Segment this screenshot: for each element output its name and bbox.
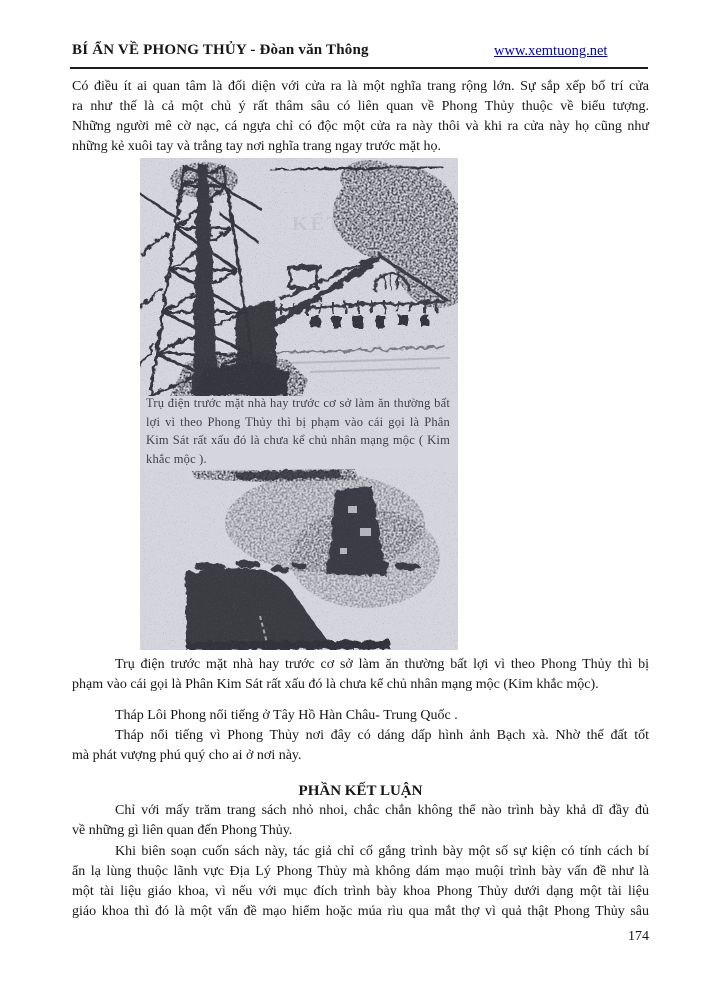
text-line: phạm vào cái gọi là Phân Kim Sát rất xấu đó là chưa kể chủ nhân mạng mộc (Kim khắc mộc). bbox=[72, 677, 599, 692]
photocopy-grain bbox=[140, 468, 458, 650]
pagoda-photo bbox=[140, 468, 458, 650]
text-line: Tháp nổi tiếng vì Phong Thủy nơi đây có dáng dấp hình ảnh Bạch xà. Nhờ thế đất tốt bbox=[115, 728, 649, 743]
text-line: những kẻ xuôi tay và trắng tay nơi nghĩa trang ngay trước mặt họ. bbox=[72, 139, 442, 154]
text-line: Kim Sát rất xấu đó là chưa kể chủ nhân mạng mộc ( Kim bbox=[146, 433, 450, 447]
pylon-and-building-photo bbox=[140, 158, 458, 396]
header-rule bbox=[70, 67, 648, 69]
paragraph bbox=[72, 726, 649, 766]
text-line: Chỉ với mấy trăm trang sách nhỏ nhoi, chắc chắn không thể nào trình bày khả dĩ đầy đủ bbox=[115, 803, 649, 818]
paragraph bbox=[72, 801, 649, 841]
text-line: Khi biên soạn cuốn sách này, tác giả chỉ cố gắng trình bày một số sự kiện có tính cách bí bbox=[115, 844, 649, 859]
figure-embedded-caption bbox=[146, 394, 450, 468]
text-line: ẩn lạ lùng thuộc lãnh vực Địa Lý Phong Thủy mà không dám mạo muội trình bày vấn đề như là bbox=[72, 864, 649, 879]
text-line: Tháp Lôi Phong nổi tiếng ở Tây Hồ Hàn Châu- Trung Quốc . bbox=[115, 708, 458, 723]
website-link[interactable]: www.xemtuong.net bbox=[494, 43, 608, 59]
paragraph bbox=[72, 655, 649, 695]
scanned-figure bbox=[140, 158, 458, 650]
text-line: mà phát vượng phú quý cho ai ở nơi này. bbox=[72, 748, 302, 763]
book-title: BÍ ẨN VỀ PHONG THỦY - Đòan văn Thông bbox=[72, 42, 369, 58]
paragraph bbox=[72, 77, 649, 157]
paragraph bbox=[72, 842, 649, 922]
text-line: Có điều ít ai quan tâm là đối diện với cửa ra là một nghĩa trang rộng lớn. Sự sắp xếp bố trí cửa bbox=[72, 79, 649, 94]
text-line: lợi vì theo Phong Thủy thì bị phạm vào cái gọi là Phân bbox=[146, 414, 450, 429]
section-heading: PHẦN KẾT LUẬN bbox=[298, 783, 423, 799]
page-number: 174 bbox=[628, 929, 649, 944]
text-line: khắc mộc ). bbox=[146, 451, 207, 466]
text-line: ra như thế là cả một chủ ý rất thâm sâu có liên quan về Phong Thủy thuộc về biểu tượng. bbox=[72, 99, 649, 114]
text-line: giáo khoa thì đó là một vấn đề mạo hiểm hoặc múa rìu qua mắt thợ vì quả thật Phong Thủy sâu bbox=[72, 904, 649, 919]
text-line: Trụ điện trước mặt nhà hay trước cơ sở làm ăn thường bất bbox=[146, 396, 450, 410]
text-line: Trụ điện trước mặt nhà hay trước cơ sở làm ăn thường bất lợi vì theo Phong Thủy thì bị bbox=[115, 657, 649, 672]
text-line: về những gì liên quan đến Phong Thủy. bbox=[72, 823, 293, 838]
photocopy-grain bbox=[140, 158, 458, 396]
text-line: một tài liệu giáo khoa, vì nếu với mục đích trình bày khoa Phong Thủy dưới dạng một tài liệu bbox=[72, 884, 649, 899]
paragraph bbox=[72, 706, 649, 726]
text-line: Những người mê cờ nạc, cá ngựa chỉ có độc một cửa ra này thôi và khi ra cửa này họ cũng như bbox=[72, 119, 649, 134]
